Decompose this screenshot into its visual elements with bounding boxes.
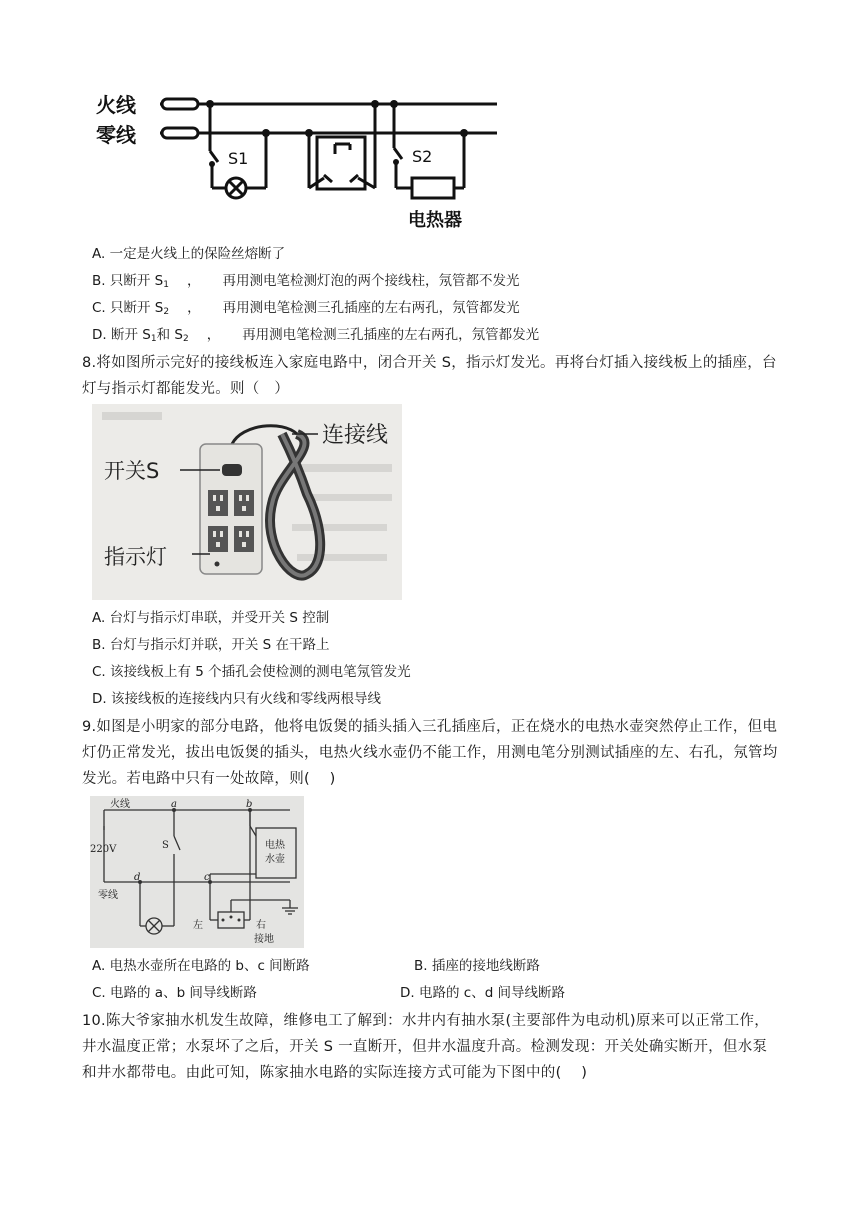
socket-right-label: 右 [256,920,266,931]
q9-stem: 9.如图是小明家的部分电路，他将电饭煲的插头插入三孔插座后，正在烧水的电热水壶突然停止工作，但电灯仍正常发光，拔出电饭煲的插头，电热火线水壶仍不能工作，用测电笔分别测试插座的左、右孔，氖管均发光。若电路中只有一处故障，则( ) [82,719,778,787]
q7-option-b-prefix: B. 只断开 S [92,273,164,289]
point-d-label: d [134,872,141,883]
q7-option-d-prefix: D. 断开 S [92,327,151,343]
point-a-label: a [171,799,177,810]
ground-label: 接地 [254,934,274,945]
q7-option-d-mid: 和 S [156,327,183,343]
q7-option-d-text: 再用测电笔检测三孔插座的左右两孔，氖管都发光 [242,327,540,343]
figure-power-strip [92,404,402,600]
q7-option-b-sub: 1 [163,280,169,290]
switch-s-label: 开关S [104,459,160,483]
q7-option-c-sep: ， [187,300,201,316]
q8-option-d[interactable]: D. 该接线板的连接线内只有火线和零线两根导线 [92,691,381,707]
live-wire-label: 火线 [96,93,136,117]
cable-label: 连接线 [322,423,389,448]
q9-option-c[interactable]: C. 电路的 a、b 间导线断路 [92,985,257,1001]
home-live-label: 火线 [110,799,130,810]
q7-option-b-text: 再用测电笔检测灯泡的两个接线柱，氖管都不发光 [222,273,520,289]
q7-option-c-text: 再用测电笔检测三孔插座的左右两孔，氖管都发光 [222,300,520,316]
q8-option-b[interactable]: B. 台灯与指示灯并联，开关 S 在干路上 [92,637,330,653]
q7-option-b[interactable] [92,271,519,295]
kettle-label-2: 水壶 [265,854,285,865]
home-switch-label: S [162,840,169,851]
q7-option-c-prefix: C. 只断开 S [92,300,164,316]
switch-s1-label: S1 [228,149,249,168]
kettle-label-1: 电热 [265,840,285,851]
q8-stem: 8.将如图所示完好的接线板连入家庭电路中，闭合开关 S，指示灯发光。再将台灯插入接线板上的插座，台灯与指示灯都能发光。则（ ） [82,355,777,397]
q7-option-d-sub1: 1 [150,334,157,344]
voltage-label: 220V [90,844,117,855]
indicator-light-label: 指示灯 [104,545,167,569]
q8-option-a[interactable]: A. 台灯与指示灯串联，并受开关 S 控制 [92,610,330,626]
figure-circuit-s1-s2 [92,88,504,238]
q9-option-d[interactable]: D. 电路的 c、d 间导线断路 [400,985,566,1001]
point-c-label: c [204,872,210,883]
q7-option-b-sep: ， [186,273,201,289]
q9-option-b[interactable]: B. 插座的接地线断路 [414,958,540,974]
q10-stem: 10.陈大爷家抽水机发生故障，维修电工了解到：水井内有抽水泵(主要部件为电动机)原来可以正常工作，井水温度正常；水泵坏了之后，开关 S 一直断开，但井水温度升高。检测发现：开关处确实断开，但水泵和井水都带电。由此可知，陈家抽水电路的实际连接方式可能为下图中的( ) [82,1013,770,1081]
q7-option-c-sub: 2 [163,307,170,317]
home-neutral-label: 零线 [98,890,118,901]
neutral-wire-label: 零线 [96,123,136,147]
socket-left-label: 左 [193,920,203,931]
q7-option-d-sub2: 2 [182,334,189,344]
q9-option-a[interactable]: A. 电热水壶所在电路的 b、c 间断路 [92,958,310,974]
q7-option-d[interactable] [92,325,539,349]
switch-s2-label: S2 [412,147,433,166]
heater-label: 电热器 [408,210,462,231]
q7-option-d-sep: ， [206,327,221,343]
q7-option-c[interactable] [92,298,520,322]
q7-option-a[interactable]: A. 一定是火线上的保险丝熔断了 [92,246,286,262]
figure-home-circuit [90,796,304,948]
point-b-label: b [246,799,253,810]
q8-option-c[interactable]: C. 该接线板上有 5 个插孔会使检测的测电笔氖管发光 [92,664,411,680]
